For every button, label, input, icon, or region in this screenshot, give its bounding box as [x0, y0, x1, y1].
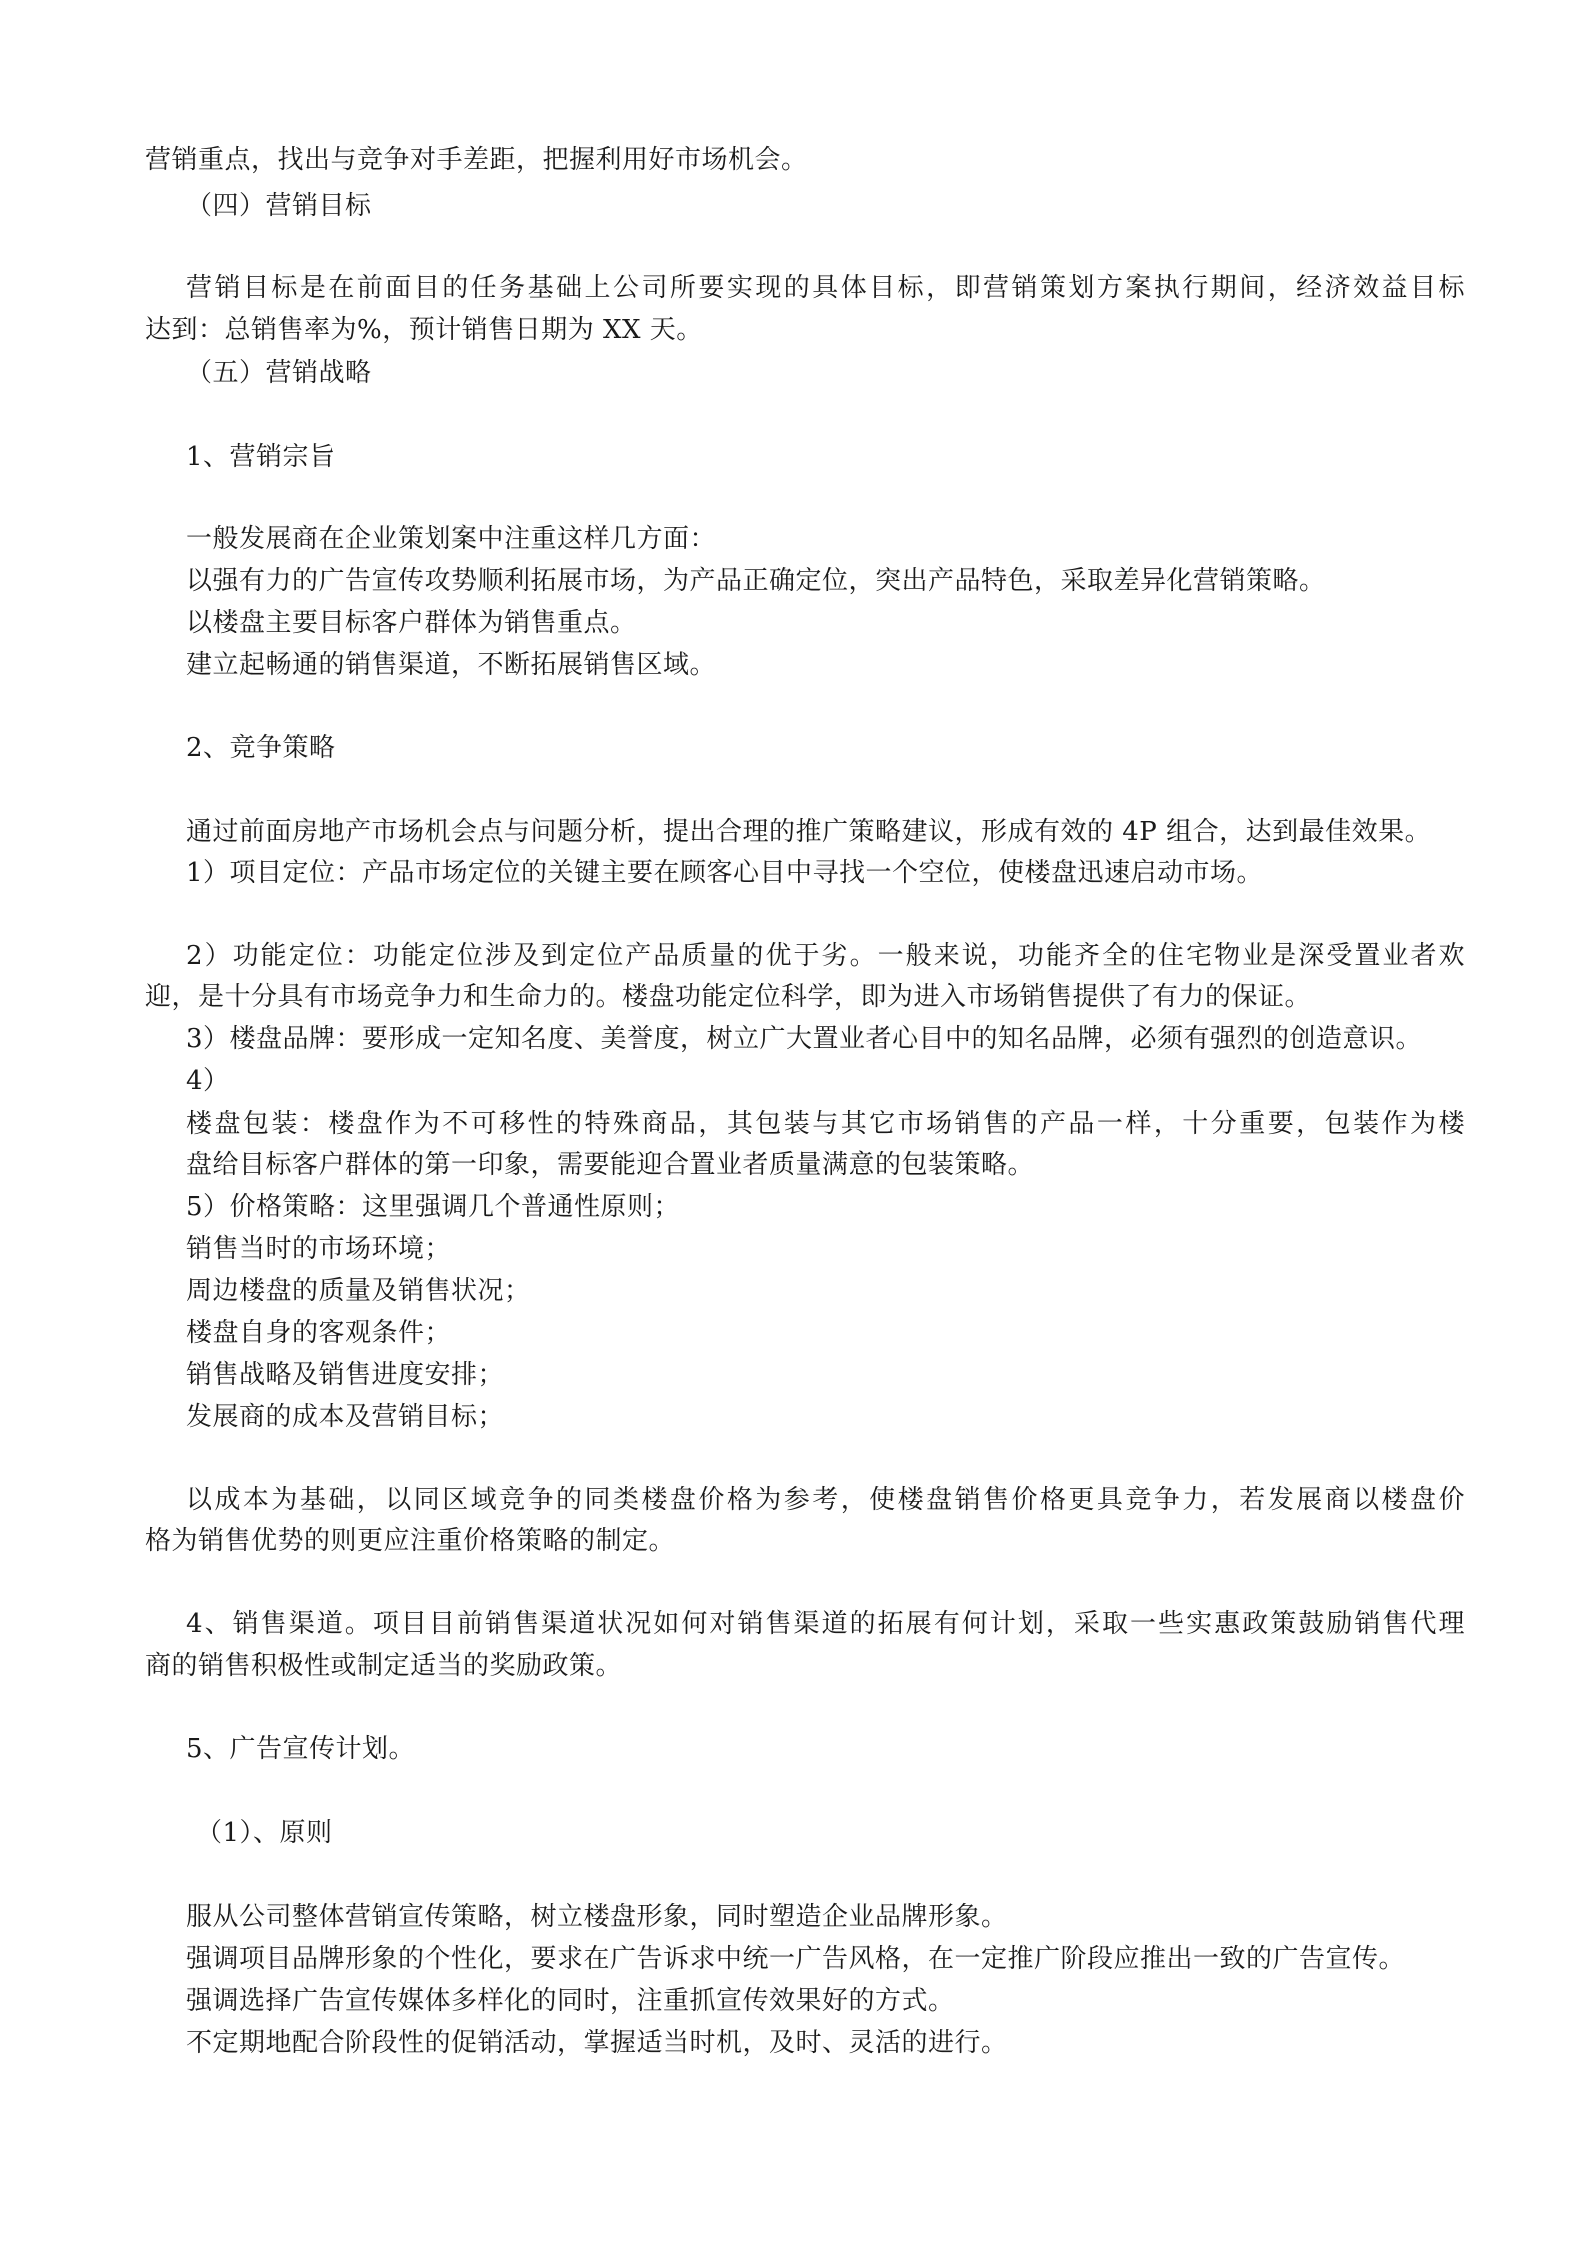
- body-text-line: 建立起畅通的销售渠道，不断拓展销售区域。: [186, 650, 717, 680]
- body-text-line: 5）价格策略：这里强调几个普通性原则；: [186, 1192, 681, 1222]
- subsection-heading: 2、竞争策略: [186, 733, 336, 763]
- body-text-line: 强调选择广告宣传媒体多样化的同时，注重抓宣传效果好的方式。: [186, 1986, 955, 2016]
- body-text-line: 以成本为基础，以同区域竞争的同类楼盘价格为参考，使楼盘销售价格更具竞争力，若发展商以楼盘价: [186, 1485, 1465, 1515]
- list-item: 周边楼盘的质量及销售状况；: [186, 1276, 531, 1306]
- body-text-line: 营销目标是在前面目的任务基础上公司所要实现的具体目标，即营销策划方案执行期间，经济效益目标: [186, 273, 1465, 303]
- list-item: 楼盘自身的客观条件；: [186, 1318, 452, 1348]
- body-text-line: 格为销售优势的则更应注重价格策略的制定。: [145, 1526, 676, 1556]
- body-text-line: 4）: [186, 1066, 230, 1096]
- body-text-line: 盘给目标客户群体的第一印象，需要能迎合置业者质量满意的包装策略。: [186, 1150, 1035, 1180]
- body-text-line: 通过前面房地产市场机会点与问题分析，提出合理的推广策略建议，形成有效的 4P 组合，达到最佳效果。: [186, 817, 1432, 847]
- section-heading: （四）营销目标: [186, 191, 372, 221]
- body-text-line: 以楼盘主要目标客户群体为销售重点。: [186, 608, 637, 638]
- body-text-line: 3）楼盘品牌：要形成一定知名度、美誉度，树立广大置业者心目中的知名品牌，必须有强烈的创造意识。: [186, 1024, 1423, 1054]
- body-text-line: 4、销售渠道。项目目前销售渠道状况如何对销售渠道的拓展有何计划，采取一些实惠政策鼓励销售代理: [186, 1609, 1465, 1639]
- body-text-line: 迎，是十分具有市场竞争力和生命力的。楼盘功能定位科学，即为进入市场销售提供了有力的保证。: [145, 982, 1312, 1012]
- subsection-heading: 1、营销宗旨: [186, 442, 336, 472]
- body-text-line: 服从公司整体营销宣传策略，树立楼盘形象，同时塑造企业品牌形象。: [186, 1902, 1008, 1932]
- subsection-heading: 5、广告宣传计划。: [186, 1734, 416, 1764]
- body-text-line: 营销重点，找出与竞争对手差距，把握利用好市场机会。: [145, 145, 808, 175]
- body-text-line: 楼盘包装：楼盘作为不可移性的特殊商品，其包装与其它市场销售的产品一样，十分重要，包装作为楼: [186, 1109, 1465, 1139]
- body-text-line: 不定期地配合阶段性的促销活动，掌握适当时机，及时、灵活的进行。: [186, 2028, 1008, 2058]
- body-text-line: 以强有力的广告宣传攻势顺利拓展市场，为产品正确定位，突出产品特色，采取差异化营销策略。: [186, 566, 1326, 596]
- body-text-line: 商的销售积极性或制定适当的奖励政策。: [145, 1651, 623, 1681]
- list-item: 销售当时的市场环境；: [186, 1234, 452, 1264]
- subsection-heading: （1）、原则: [196, 1818, 333, 1848]
- body-text-line: 达到：总销售率为%，预计销售日期为 XX 天。: [145, 315, 703, 345]
- body-text-line: 强调项目品牌形象的个性化，要求在广告诉求中统一广告风格，在一定推广阶段应推出一致的广告宣传。: [186, 1944, 1406, 1974]
- section-heading: （五）营销战略: [186, 358, 372, 388]
- list-item: 销售战略及销售进度安排；: [186, 1360, 505, 1390]
- body-text-line: 2）功能定位：功能定位涉及到定位产品质量的优于劣。一般来说，功能齐全的住宅物业是深受置业者欢: [186, 941, 1465, 971]
- body-text-line: 一般发展商在企业策划案中注重这样几方面：: [186, 524, 717, 554]
- body-text-line: 1）项目定位：产品市场定位的关键主要在顾客心目中寻找一个空位，使楼盘迅速启动市场。: [186, 858, 1264, 888]
- list-item: 发展商的成本及营销目标；: [186, 1402, 505, 1432]
